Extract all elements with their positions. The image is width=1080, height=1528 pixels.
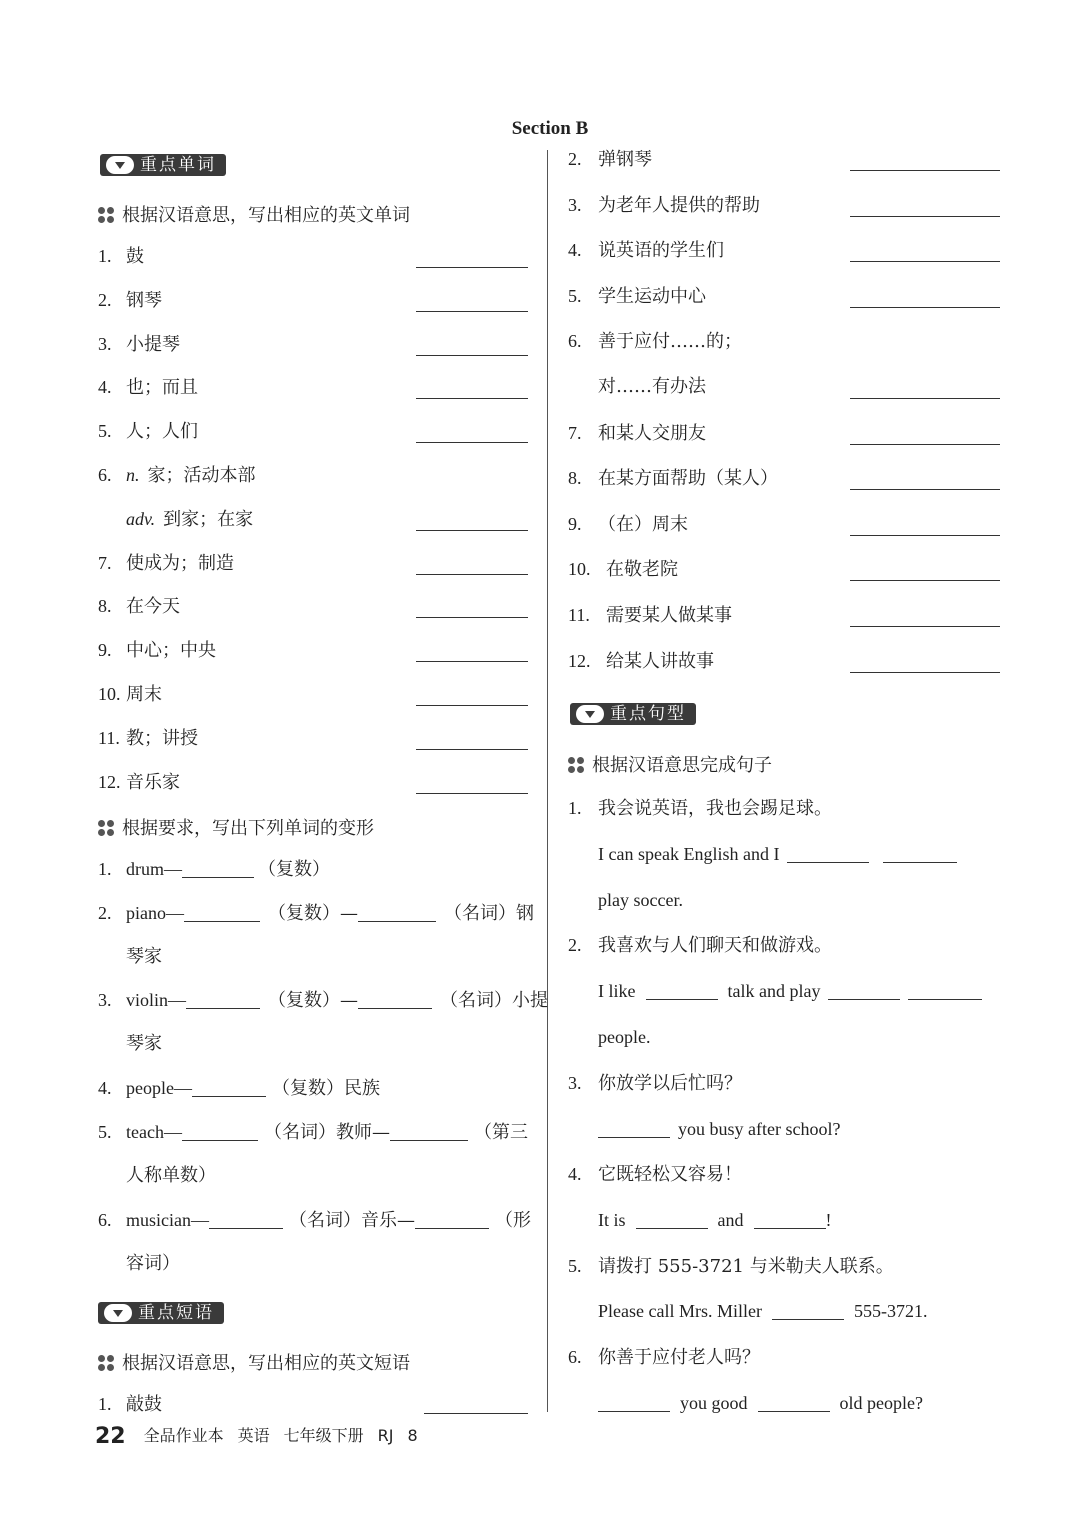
answer-line[interactable] [416,661,528,662]
badge-label: 重点句型 [610,704,686,724]
phrase-item [568,604,732,627]
phrase-text: 在某方面帮助（某人） [598,468,778,489]
word-text: 教；讲授 [126,728,198,749]
sentence-english: It is [598,1210,626,1230]
form-note: （复数） [258,859,330,880]
phrase-item-1 [98,1393,162,1416]
sentence-5-en [598,1300,927,1322]
item-number: 5. [568,1256,582,1276]
word-text: n. [126,465,140,485]
answer-line[interactable] [850,261,1000,262]
instruction-words [98,201,410,227]
phrase-text: 对……有办法 [598,376,706,397]
answer-blank[interactable] [646,983,718,1000]
sentence-2-en-cont: people. [598,1027,651,1047]
word-item [98,464,256,487]
word-item [98,376,198,399]
answer-blank[interactable] [636,1212,708,1229]
answer-blank[interactable] [787,846,869,863]
phrase-item [568,558,678,581]
form-note: （形 [495,1210,531,1231]
form-word: musician— [126,1210,209,1230]
answer-line[interactable] [850,535,1000,536]
answer-line[interactable] [416,398,528,399]
form-item-3-cont: 琴家 [126,1033,162,1054]
phrases-section-badge [98,1302,224,1324]
instruction-text: 根据要求，写出下列单词的变形 [122,818,374,839]
answer-blank[interactable] [390,1124,468,1141]
sentence-chinese: 我会说英语，我也会踢足球。 [598,798,832,819]
item-number: 6. [568,1347,582,1367]
form-note: （名词）钢 [444,903,534,924]
phrase-text: 善于应付……的； [598,331,742,352]
answer-blank[interactable] [883,846,957,863]
dots-icon [98,1355,116,1371]
item-number: 1. [98,1394,112,1414]
answer-blank[interactable] [358,992,432,1009]
word-item [98,245,144,268]
item-number: 1. [98,859,112,879]
form-note: （名词）音乐— [289,1210,415,1231]
answer-line[interactable] [416,793,528,794]
item-number: 6. [568,331,582,351]
word-text: 家；活动本部 [147,465,256,486]
badge-label: 重点短语 [138,1303,214,1323]
item-number: 1. [98,246,112,266]
word-item [98,771,180,794]
item-number: 8. [98,596,112,616]
form-note: （复数）民族 [271,1078,380,1099]
form-item-4 [98,1077,380,1100]
item-number: 3. [568,1073,582,1093]
sentence-3-cn [568,1072,742,1095]
answer-line[interactable] [416,705,528,706]
item-number: 11. [98,728,120,748]
form-word: drum— [126,859,182,879]
answer-blank[interactable] [908,983,982,1000]
item-number: 5. [568,286,582,306]
sentence-1-en [598,843,957,865]
word-text: 也；而且 [126,377,198,398]
form-note: （复数）— [268,903,358,924]
word-text: 音乐家 [126,772,180,793]
item-number: 9. [98,640,112,660]
phrase-item [568,285,706,308]
sentence-chinese: 你放学以后忙吗？ [598,1073,742,1094]
answer-line[interactable] [416,749,528,750]
phrase-text: 学生运动中心 [598,286,706,307]
instruction-text: 根据汉语意思，写出相应的英文短语 [122,1353,410,1374]
sentence-chinese: 请拨打 555-3721 与米勒夫人联系。 [598,1256,894,1277]
item-number: 11. [568,605,590,625]
answer-blank[interactable] [184,905,260,922]
item-number: 2. [98,903,112,923]
item-number: 2. [568,149,582,169]
form-item-6 [98,1209,531,1232]
item-number: 3. [568,195,582,215]
item-number: 8. [568,468,582,488]
form-word: violin— [126,990,187,1010]
answer-line[interactable] [416,267,528,268]
chevron-down-icon [576,705,604,723]
sentence-english: 555-3721. [853,1301,928,1321]
answer-line[interactable] [416,442,528,443]
sentence-english: you good [680,1393,748,1413]
item-number: 4. [568,1164,582,1184]
item-number: 3. [98,990,112,1010]
item-number: 6. [98,465,112,485]
form-item-3 [98,989,548,1012]
item-number: 4. [98,1078,112,1098]
word-item [98,333,180,356]
page-footer [95,1423,432,1449]
word-item [98,683,162,706]
phrase-text: 在敬老院 [606,559,678,580]
answer-line[interactable] [850,307,1000,308]
sentence-english: you busy after school? [678,1119,841,1139]
item-number: 12. [568,651,591,671]
form-item-1 [98,858,330,881]
sentence-chinese: 你善于应付老人吗？ [598,1347,760,1368]
instruction-forms [98,814,374,840]
item-number: 5. [98,1122,112,1142]
item-number: 7. [98,553,112,573]
footer-number: 8 [407,1426,418,1445]
grade: 七年级下册 [283,1426,364,1445]
answer-blank[interactable] [598,1395,670,1412]
answer-line[interactable] [416,311,528,312]
phrase-text: 和某人交朋友 [598,423,706,444]
item-number: 2. [568,935,582,955]
form-note: （复数）— [268,990,359,1011]
form-item-6-cont: 容词） [126,1253,180,1274]
sentence-chinese: 我喜欢与人们聊天和做游戏。 [598,935,832,956]
phrase-item [568,239,724,262]
form-note: （第三 [473,1122,528,1143]
dots-icon [568,757,586,773]
word-item [98,552,234,575]
word-text: 在今天 [126,596,180,617]
answer-blank[interactable] [209,1212,283,1229]
phrase-item [568,422,706,445]
answer-blank[interactable] [182,861,254,878]
answer-line[interactable] [850,580,1000,581]
word-item [98,508,253,531]
word-text: 使成为；制造 [126,553,234,574]
form-item-5 [98,1121,528,1144]
word-text: 中心；中央 [126,640,216,661]
phrase-text: 敲鼓 [126,1394,162,1415]
phrase-item [568,513,688,536]
sentence-english: and [717,1210,744,1230]
sentence-4-cn [568,1163,742,1186]
phrase-item [568,650,714,673]
sentence-chinese: 它既轻松又容易！ [598,1164,742,1185]
phrase-text: 说英语的学生们 [598,240,724,261]
item-number: 3. [98,334,112,354]
answer-line[interactable] [416,617,528,618]
item-number: 1. [568,798,582,818]
form-word: piano— [126,903,184,923]
instruction-text: 根据汉语意思，写出相应的英文单词 [122,205,410,226]
phrase-text: （在）周末 [598,514,688,535]
page-number: 22 [95,1424,126,1449]
phrase-item [568,330,742,353]
book-name: 全品作业本 [143,1426,224,1445]
item-number: 12. [98,772,121,792]
sentences-section-badge [570,703,696,725]
sentence-english: old people? [839,1393,923,1413]
item-number: 10. [568,559,591,579]
sentence-english: Please call Mrs. Miller [598,1301,762,1321]
badge-label: 重点单词 [140,155,216,175]
sentence-5-cn [568,1255,894,1278]
word-text: 钢琴 [126,290,162,311]
answer-blank[interactable] [358,905,436,922]
form-note: （名词）教师— [263,1122,390,1143]
sentence-6-cn [568,1346,760,1369]
word-item [98,420,198,443]
sentence-1-en-cont: play soccer. [598,890,683,910]
sentence-english: I can speak English and I [598,844,780,864]
sentence-2-cn [568,934,832,957]
word-item [98,289,162,312]
answer-blank[interactable] [192,1080,266,1097]
word-text: 到家；在家 [163,509,254,530]
sentence-english: I like [598,981,636,1001]
phrase-text: 弹钢琴 [598,149,652,170]
column-divider [547,150,548,1412]
instruction-text: 根据汉语意思完成句子 [592,755,772,776]
item-number: 9. [568,514,582,534]
words-section-badge [100,154,226,176]
sentence-english: ! [825,1210,832,1230]
chevron-down-icon [106,156,134,174]
form-item-2 [98,902,534,925]
instruction-sentences [568,751,772,777]
word-text: 周末 [126,684,162,705]
phrase-text: 为老年人提供的帮助 [598,195,760,216]
answer-line[interactable] [850,170,1000,171]
answer-line[interactable] [416,530,528,531]
item-number: 5. [98,421,112,441]
sentence-english: talk and play [727,981,821,1001]
answer-line[interactable] [416,355,528,356]
subject: 英语 [237,1426,270,1445]
phrase-item [568,194,760,217]
phrase-item [568,376,706,398]
answer-blank[interactable] [598,1121,670,1138]
phrase-item [568,148,652,171]
sentence-6-en [598,1392,923,1414]
item-number: 10. [98,684,121,704]
item-number: 6. [98,1210,112,1230]
word-item [98,595,180,618]
edition: RJ [377,1426,394,1445]
answer-line[interactable] [850,489,1000,490]
form-word: people— [126,1078,192,1098]
answer-line[interactable] [850,216,1000,217]
sentence-1-cn [568,797,832,820]
chevron-down-icon [104,1304,132,1322]
word-text: 鼓 [126,246,144,267]
word-item [98,727,198,750]
answer-line[interactable] [416,574,528,575]
answer-blank[interactable] [828,983,900,1000]
answer-line[interactable] [850,398,1000,399]
item-number: 7. [568,423,582,443]
answer-blank[interactable] [415,1212,489,1229]
instruction-phrases [98,1349,410,1375]
answer-blank[interactable] [182,1124,258,1141]
sentence-4-en [598,1209,832,1231]
word-text: adv. [126,509,156,529]
answer-blank[interactable] [758,1395,830,1412]
word-item [98,639,216,662]
sentence-2-en [598,980,982,1002]
section-title: Section B [511,118,589,139]
dots-icon [98,207,116,223]
answer-blank[interactable] [772,1303,844,1320]
phrase-text: 给某人讲故事 [606,651,714,672]
item-number: 2. [98,290,112,310]
form-note: （名词）小提 [440,990,549,1011]
answer-blank[interactable] [186,992,260,1009]
answer-line[interactable] [850,626,1000,627]
phrase-text: 需要某人做某事 [606,605,732,626]
answer-blank[interactable] [754,1212,826,1229]
dots-icon [98,820,116,836]
form-item-5-cont: 人称单数） [126,1165,216,1186]
word-text: 人；人们 [126,421,198,442]
form-word: teach— [126,1122,182,1142]
answer-line[interactable] [850,672,1000,673]
answer-line[interactable] [424,1413,528,1414]
answer-line[interactable] [850,444,1000,445]
item-number: 4. [98,377,112,397]
form-item-2-cont: 琴家 [126,946,162,967]
sentence-3-en [598,1118,840,1140]
word-text: 小提琴 [126,334,180,355]
phrase-item [568,467,778,490]
item-number: 4. [568,240,582,260]
